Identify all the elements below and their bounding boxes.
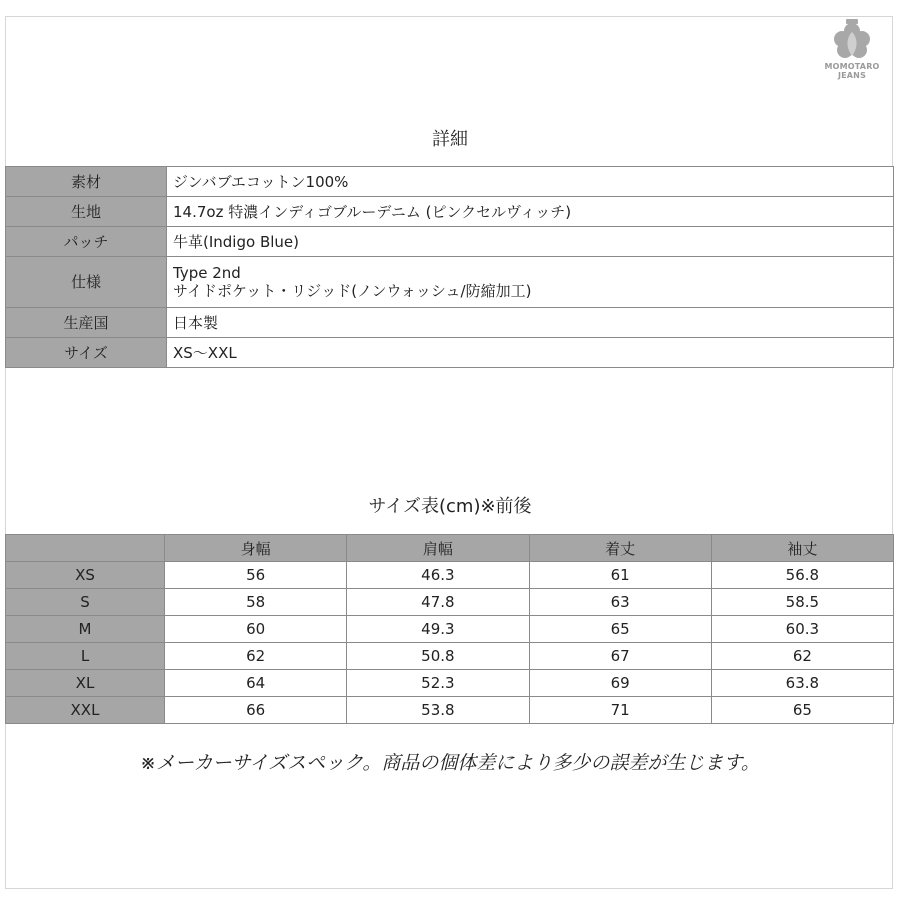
table-cell: 62 (165, 643, 347, 670)
size-label: S (6, 589, 165, 616)
table-cell: 66 (165, 697, 347, 724)
size-chart-header-row (6, 535, 894, 562)
details-value: XS〜XXL (167, 338, 894, 368)
size-disclaimer-note: ※メーカーサイズスペック。商品の個体差により多少の誤差が生じます。 (140, 752, 760, 774)
size-chart-table (5, 534, 894, 724)
details-value: 14.7oz 特濃インディゴブルーデニム (ピンクセルヴィッチ) (167, 197, 894, 227)
details-label: パッチ (6, 227, 167, 257)
table-cell: 61 (529, 562, 711, 589)
details-label: 仕様 (6, 257, 167, 308)
table-cell: 60 (165, 616, 347, 643)
table-cell: 49.3 (347, 616, 529, 643)
table-cell: 63.8 (711, 670, 893, 697)
table-cell: 47.8 (347, 589, 529, 616)
table-cell: 46.3 (347, 562, 529, 589)
table-cell: 58.5 (711, 589, 893, 616)
size-label: L (6, 643, 165, 670)
table-cell: 56.8 (711, 562, 893, 589)
details-row (6, 338, 894, 368)
table-row (6, 643, 894, 670)
details-value-line: サイドポケット・リジッド(ノンウォッシュ/防縮加工) (173, 282, 532, 300)
table-cell: 52.3 (347, 670, 529, 697)
table-cell: 63 (529, 589, 711, 616)
table-cell: 53.8 (347, 697, 529, 724)
table-cell: 56 (165, 562, 347, 589)
brand-logo (820, 18, 884, 92)
table-cell: 69 (529, 670, 711, 697)
table-row (6, 589, 894, 616)
details-label: 生地 (6, 197, 167, 227)
details-row (6, 257, 894, 308)
column-header: 肩幅 (347, 535, 529, 562)
column-header: 袖丈 (711, 535, 893, 562)
table-cell: 67 (529, 643, 711, 670)
size-chart-title: サイズ表(cm)※前後 (368, 496, 532, 517)
size-label: XS (6, 562, 165, 589)
table-cell: 62 (711, 643, 893, 670)
table-cell: 64 (165, 670, 347, 697)
logo-text-line2: JEANS (837, 71, 867, 80)
details-row (6, 308, 894, 338)
table-cell: 50.8 (347, 643, 529, 670)
table-row (6, 562, 894, 589)
details-value: ジンバブエコットン100% (167, 167, 894, 197)
column-header (6, 535, 165, 562)
peach-logo-icon (832, 18, 872, 62)
column-header: 身幅 (165, 535, 347, 562)
size-label: M (6, 616, 165, 643)
size-label: XL (6, 670, 165, 697)
table-cell: 65 (711, 697, 893, 724)
details-label: 素材 (6, 167, 167, 197)
details-title: 詳細 (432, 129, 468, 150)
table-cell: 65 (529, 616, 711, 643)
details-row (6, 197, 894, 227)
details-row (6, 167, 894, 197)
details-row (6, 227, 894, 257)
details-value: 日本製 (167, 308, 894, 338)
column-header: 着丈 (529, 535, 711, 562)
table-cell: 60.3 (711, 616, 893, 643)
details-value-line: Type 2nd (173, 264, 241, 282)
table-row (6, 616, 894, 643)
logo-text-line1: MOMOTARO (824, 62, 880, 71)
details-value-multiline (167, 257, 894, 308)
size-label: XXL (6, 697, 165, 724)
details-value: 牛革(Indigo Blue) (167, 227, 894, 257)
details-table (5, 166, 894, 368)
table-cell: 71 (529, 697, 711, 724)
details-label: サイズ (6, 338, 167, 368)
details-label: 生産国 (6, 308, 167, 338)
table-row (6, 697, 894, 724)
table-cell: 58 (165, 589, 347, 616)
table-row (6, 670, 894, 697)
